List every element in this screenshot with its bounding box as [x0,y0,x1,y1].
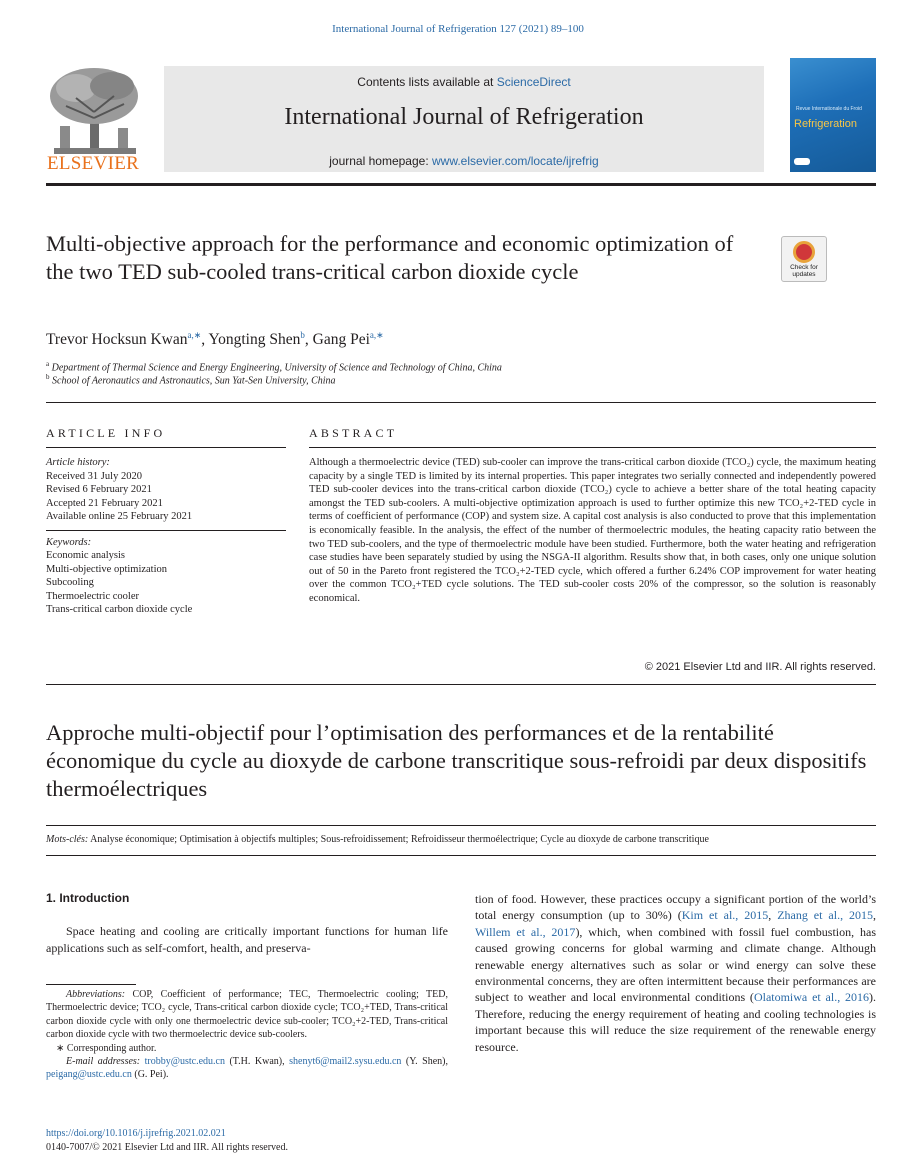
abbreviations-footnote [46,988,448,1042]
author-name[interactable]: Gang Pei [312,331,370,349]
divider [46,855,876,856]
masthead [46,58,876,182]
abstract-copyright: © 2021 Elsevier Ltd and IIR. All rights reserved. [644,661,876,673]
citation-link[interactable]: Kim et al., 2015 [681,908,769,923]
divider [46,825,876,826]
keyword: Subcooling [46,577,94,588]
email-link[interactable]: peigang@ustc.edu.cn [46,1069,132,1081]
affiliation-text: School of Aeronautics and Astronautics, Sun Yat-Sen University, China [52,375,336,387]
author-list: Trevor Hocksun Kwan$^{a,∗}$, Yongting Shen$^b$, Gang Pei$^{a,∗}$ [46,330,384,349]
intro-left-column [46,890,448,956]
keyword: Multi-objective optimization [46,563,168,575]
article-info-heading: ARTICLE INFO [46,426,166,440]
intro-right-column [475,891,876,1055]
intro-text: ), which, when combined with fossil fuel combustion, has caused growing concerns for global warming and climate change. Although renewable energy alternatives such as solar or wind energy can solve these environmental concerns, they are often intermittent because their performances are subject to weather and local environmental conditions ( [475,924,877,1005]
abstract-text: Although a thermoelectric device (TED) sub-cooler can improve the trans-critical carbon dioxide (TCO₂) cycle, the maximum heating capacity by a single TED is limited by its internal properties. This paper integrates two serially connected and independently powered TED sub-cooler devices into the trans-critical carbon dioxide (TCO₂) cycle to achieve a better share of the total heating capacity amongst the TED sub-coolers. A multi-objective optimization approach is used to further optimize this new TCO₂+2-TED cycle in terms of coefficient of performance (COP) and system size. A capital cost analysis is also conducted to prove that this implementation is economically feasible. In the analysis, the effect of the number of thermoelectric modules, the heating capacity ratio between the two TED sub-coolers, and the type of thermoelectric module have been studied. Furthermore, both the water heating and refrigeration case studies have been separately studied by using the NSGA-II algorithm. Results show that, in both cases, only one unique solution out of 50 in the Pareto front registered the TCO₂+2-TED cycle, which offered a further 6.24% COP improvement for water heating over the common TCO₂+TED cycle solutions. The TED sub-cooler costs 20% of the compressor, so the solution is reasonably economical. [309,457,876,604]
intro-text: ). Therefore, reducing the energy requirement of heating and cooling technologies is important because this will reduce the size requirement of the renewable energy resource. [475,990,877,1054]
cover-logo [794,158,810,165]
author-affil-marker[interactable]: b [300,330,305,340]
doi-link[interactable]: https://doi.org/10.1016/j.ijrefrig.2021.02.021 [46,1128,226,1139]
history-item: Received 31 July 2020 [46,470,142,482]
check-for-updates-button[interactable] [781,236,827,282]
citation-link[interactable]: Zhang et al., 2015 [777,908,874,923]
history-item: Revised 6 February 2021 [46,484,152,495]
homepage-prefix: journal homepage: [329,154,432,168]
citation-link[interactable]: Olatomiwa et al., 2016 [753,990,870,1005]
email-owner: (Y. Shen), [401,1056,449,1068]
email-link[interactable]: shenyt6@mail2.sysu.edu.cn [289,1056,402,1068]
journal-cover-image [790,58,876,172]
divider [46,684,876,685]
contents-prefix: Contents lists available at [357,75,497,89]
intro-text: tion of food. However, these practices occupy a significant portion of the world’s total energy consumption (up to 30%) ( [475,892,876,923]
abbreviations-label: Abbreviations: [66,989,126,1000]
affiliation-text: Department of Thermal Science and Energy Engineering, University of Science and Technology of China, China [51,362,502,374]
email-label: E-mail addresses: [66,1056,141,1068]
elsevier-wordmark: ELSEVIER [47,153,140,174]
email-owner: (T.H. Kwan), [224,1056,290,1068]
masthead-banner [164,66,764,172]
history-label: Article history: [46,457,110,468]
mots-cles [46,834,876,845]
journal-name: International Journal of Refrigeration [284,104,644,130]
author-affil-marker[interactable]: a,∗ [187,330,202,340]
divider [46,530,286,531]
author-name[interactable]: Yongting Shen [208,331,301,349]
keyword: Thermoelectric cooler [46,590,139,602]
keywords-label: Keywords: [46,536,92,548]
divider [46,447,286,448]
keyword: Trans-critical carbon dioxide cycle [46,604,193,615]
homepage-line [164,154,764,168]
history-item: Accepted 21 February 2021 [46,497,163,509]
corresponding-author-note: ∗ Corresponding author. [56,1042,157,1054]
journal-citation[interactable]: International Journal of Refrigeration 127 (2021) 89–100 [332,23,584,35]
check-updates-icon [793,241,815,263]
section-heading: 1. Introduction [46,891,130,905]
abbreviations-text: COP, Coefficient of performance; TEC, Thermoelectric cooling; TED, Thermoelectric device; TCO₂ cycle, Trans-critical carbon dioxide cycle; TCO₂+TED, Trans-critical carbon dioxide cycle with only one thermoelectric device sub-cooler; TCO₂+2-TED, Trans-critical carbon dioxide cycle with two thermoelectric device sub-coolers. [46,989,448,1041]
mots-cles-text: Analyse économique; Optimisation à objectifs multiples; Sous-refroidissement; Refroidisseur thermoélectrique; Cycle au dioxyde de carbone transcritique [88,834,709,845]
affiliation [46,373,336,386]
article-title: Multi-objective approach for the performance and economic optimization of the two TED sub-cooled trans-critical carbon dioxide cycle [46,231,734,284]
mots-cles-label: Mots-clés: [46,834,89,845]
author-name[interactable]: Trevor Hocksun Kwan [46,331,188,349]
check-updates-label: Check for updates [790,264,818,278]
cover-title: Refrigeration [794,118,857,130]
divider [309,447,876,448]
separator: , [873,908,877,923]
affiliation-marker: a [46,360,50,368]
affiliation-marker: b [46,373,50,381]
citation-link[interactable]: Willem et al., 2017 [475,924,576,939]
page-footer [46,1127,288,1155]
intro-paragraph: Space heating and cooling are critically important functions for human life applications such as self-comfort, health, and preserva- [46,924,448,955]
divider [46,402,876,403]
contents-line [164,75,764,89]
footnote-divider [46,984,136,985]
header-divider [46,183,876,186]
email-footnote [46,1055,448,1082]
issn-copyright: 0140-7007/© 2021 Elsevier Ltd and IIR. All rights reserved. [46,1142,288,1153]
author-affil-marker[interactable]: a,∗ [369,330,384,340]
footnotes [46,988,448,1082]
cover-subtitle: Revue Internationale du Froid [796,106,862,112]
separator: , [768,908,778,923]
homepage-link[interactable]: www.elsevier.com/locate/ijrefrig [432,154,599,168]
history-item: Available online 25 February 2021 [46,511,193,522]
email-link[interactable]: trobby@ustc.edu.cn [144,1056,225,1068]
keyword: Economic analysis [46,550,126,561]
abstract-heading: ABSTRACT [309,426,398,440]
french-title: Approche multi-objectif pour l’optimisation des performances et de la rentabilité économique du cycle au dioxyde de carbone transcritique sous-refroidi par deux dispositifs thermoélectriques [46,720,867,801]
article-info [46,456,286,617]
sciencedirect-link[interactable]: ScienceDirect [496,75,571,89]
email-owner: (G. Pei). [131,1069,169,1081]
affiliation [46,360,502,373]
